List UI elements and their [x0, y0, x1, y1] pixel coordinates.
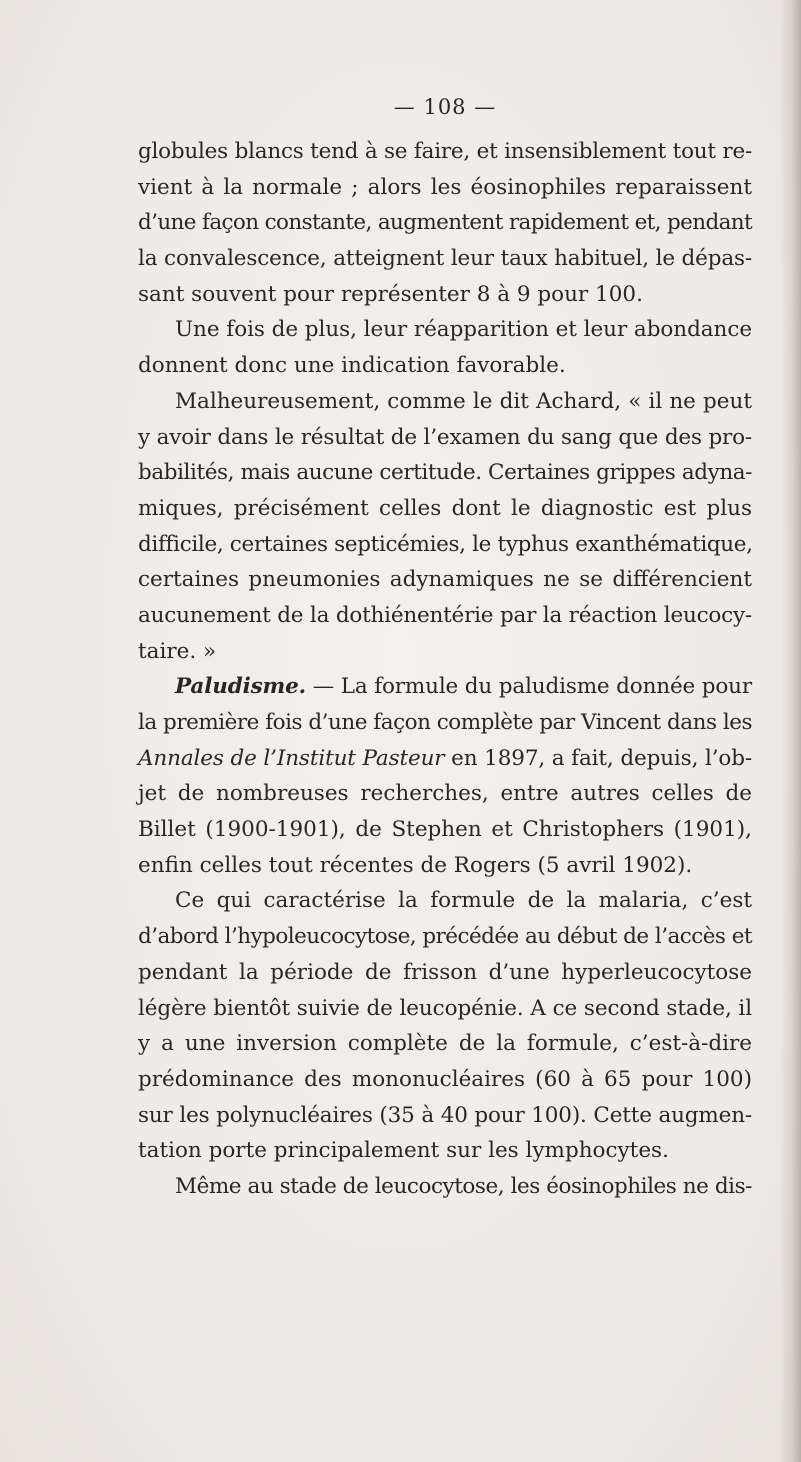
- text-line: Billet (1900-1901), de Stephen et Christophers (1901),: [138, 817, 752, 843]
- page-number: — 108 —: [393, 95, 497, 119]
- text-line: enfin celles tout récentes de Rogers (5 avril 1902).: [138, 852, 693, 878]
- text-line: Même au stade de leucocytose, les éosinophiles ne dis-: [175, 1173, 752, 1199]
- text-line: d’une façon constante, augmentent rapidement et, pendant: [138, 210, 752, 236]
- text-line: babilités, mais aucune certitude. Certaines grippes adyna-: [138, 460, 752, 486]
- journal-title: Annales de l’Institut Pasteur: [138, 745, 445, 771]
- text-line: la première fois d’une façon complète par Vincent dans les: [138, 710, 752, 735]
- text-line: Malheureusement, comme le dit Achard, « il ne peut: [175, 388, 752, 414]
- text-line: taire. »: [138, 638, 217, 664]
- page-text-block: [138, 92, 752, 1205]
- section-heading: Paludisme.: [175, 674, 307, 700]
- text-line: vient à la normale ; alors les éosinophiles reparaissent: [138, 174, 752, 200]
- text-line: sant souvent pour représenter 8 à 9 pour 100.: [138, 281, 643, 307]
- text-line: légère bientôt suivie de leucopénie. A ce second stade, il: [138, 995, 752, 1021]
- text-line: la convalescence, atteignent leur taux habituel, le dépas-: [138, 246, 752, 272]
- text-line: difficile, certaines septicémies, le typhus exanthématique,: [138, 531, 753, 557]
- text-line: Annales de l’Institut Pasteur en 1897, a fait, depuis, l’ob-: [138, 745, 753, 771]
- text-line: y a une inversion complète de la formule, c’est-à-dire: [138, 1031, 752, 1057]
- page-edge-shadow: [779, 0, 801, 1462]
- text-line: Une fois de plus, leur réapparition et leur abondance: [175, 317, 752, 343]
- text-line: globules blancs tend à se faire, et insensiblement tout re-: [138, 139, 752, 164]
- text-line: tation porte principalement sur les lymphocytes.: [138, 1138, 669, 1164]
- text-line: miques, précisément celles dont le diagnostic est plus: [138, 495, 752, 521]
- text-line: donnent donc une indication favorable.: [138, 353, 566, 379]
- text-line: pendant la période de frisson d’une hyperleucocytose: [138, 959, 752, 985]
- text-line: y avoir dans le résultat de l’examen du sang que des pro-: [138, 424, 752, 450]
- text-line: Paludisme. — La formule du paludisme donnée pour: [175, 674, 753, 700]
- text-line: jet de nombreuses recherches, entre autres celles de: [138, 781, 752, 807]
- text-line: aucunement de la dothiénentérie par la réaction leucocy-: [138, 602, 752, 628]
- text-line: certaines pneumonies adynamiques ne se différencient: [138, 567, 752, 593]
- text-line: Ce qui caractérise la formule de la malaria, c’est: [175, 888, 752, 914]
- text-line: sur les polynucléaires (35 à 40 pour 100). Cette augmen-: [138, 1102, 752, 1128]
- text-line: prédominance des mononucléaires (60 à 65 pour 100): [138, 1066, 752, 1092]
- text-line: d’abord l’hypoleucocytose, précédée au début de l’accès et: [138, 924, 752, 950]
